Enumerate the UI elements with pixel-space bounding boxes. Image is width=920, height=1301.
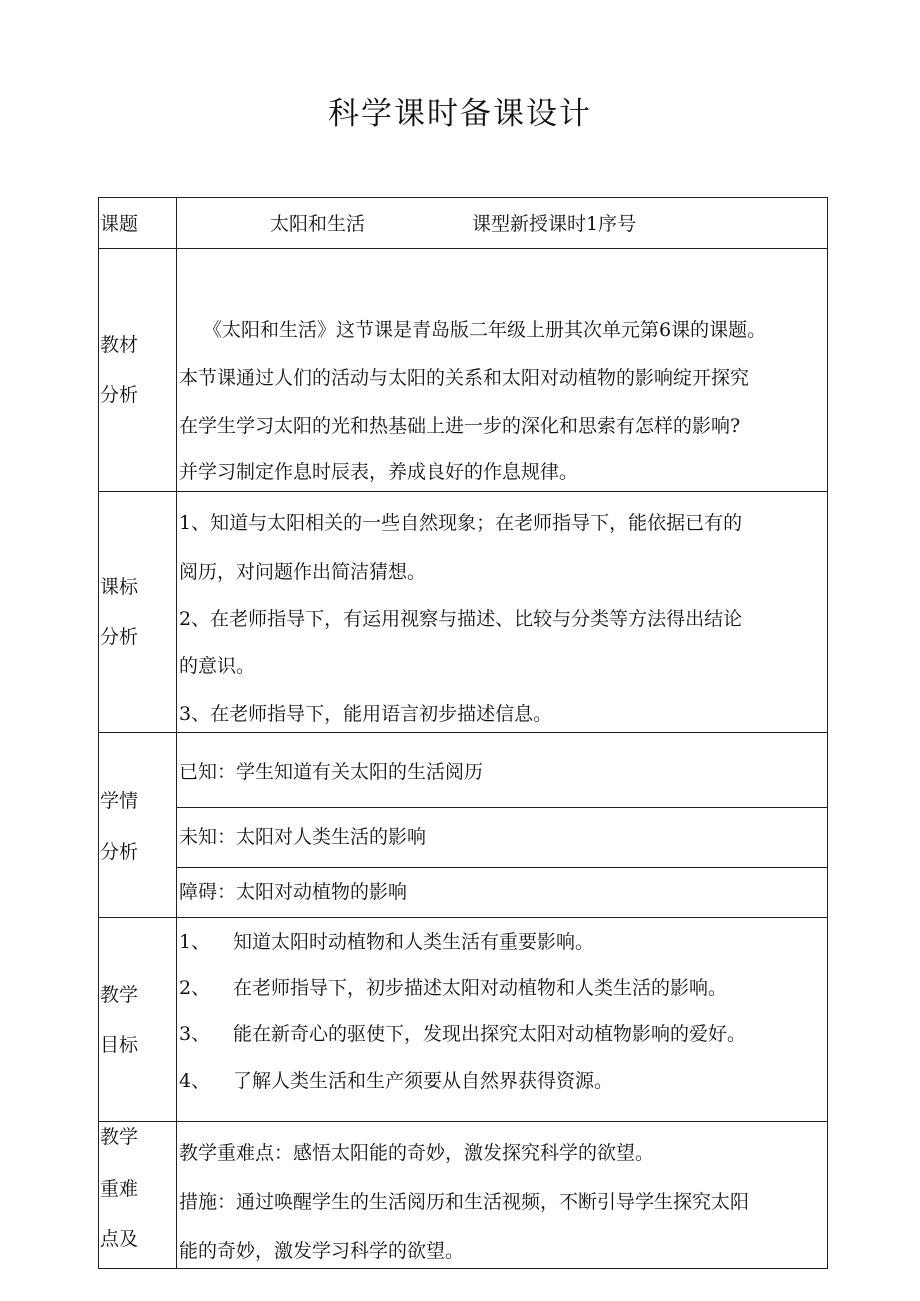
row-divider-unknown [176,867,828,868]
table-border-left [98,197,99,1269]
lesson-plan-table [98,197,828,1269]
student-obstacle: 障碍：太阳对动植物的影响 [179,881,408,903]
standard-line-1: 1、知道与太阳相关的一些自然现象；在老师指导下，能依据已有的 [179,512,743,534]
row-divider-material [98,491,828,492]
material-line-3: 在学生学习太阳的光和热基础上进一步的深化和思索有怎样的影响? [179,415,741,437]
objective-2-num: 2、 [179,977,211,999]
objectives-label-2: 目标 [100,1034,139,1056]
header-label: 课题 [100,213,139,235]
table-border-bottom [98,1268,828,1269]
material-label-1: 教材 [100,334,139,356]
standard-line-4: 的意识。 [179,655,256,677]
document-title: 科学课时备课设计 [328,96,592,132]
keypoints-label-3: 点及 [100,1228,139,1250]
standard-line-5: 3、在老师指导下，能用语言初步描述信息。 [179,703,553,725]
objective-3-num: 3、 [179,1023,211,1045]
student-label-2: 分析 [100,841,139,863]
lesson-title: 太阳和生活 [270,213,366,235]
keypoints-line-3: 能的奇妙，激发学习科学的欲望。 [179,1240,465,1262]
objectives-label-1: 教学 [100,984,139,1006]
student-unknown: 未知：太阳对人类生活的影响 [179,826,427,848]
objective-2-text: 在老师指导下，初步描述太阳对动植物和人类生活的影响。 [233,977,728,999]
objective-4-num: 4、 [179,1070,211,1092]
material-line-4: 并学习制定作息时辰表，养成良好的作息规律。 [179,461,579,483]
objective-1-text: 知道太阳时动植物和人类生活有重要影响。 [233,931,595,953]
row-divider-standard [98,732,828,733]
student-label-1: 学情 [100,790,139,812]
objective-4-text: 了解人类生活和生产须要从自然界获得资源。 [233,1070,614,1092]
row-divider-known [176,807,828,808]
standard-label-2: 分析 [100,626,139,648]
keypoints-line-2: 措施：通过唤醒学生的生活阅历和生活视频，不断引导学生探究太阳 [179,1191,750,1213]
keypoints-label-1: 教学 [100,1126,139,1148]
table-border-right [827,197,828,1269]
lesson-meta: 课型新授课时1序号 [472,213,637,235]
label-column-divider [176,197,177,1269]
standard-line-2: 阅历，对问题作出简洁猜想。 [179,561,427,583]
material-line-2: 本节课通过人们的活动与太阳的关系和太阳对动植物的影响绽开探究 [179,367,750,389]
material-line-1: 《太阳和生活》这节课是青岛版二年级上册其次单元第6课的课题。 [203,319,767,341]
material-label-2: 分析 [100,384,139,406]
row-divider-student [98,917,828,918]
student-known: 已知：学生知道有关太阳的生活阅历 [179,761,484,783]
objective-3-text: 能在新奇心的驱使下，发现出探究太阳对动植物影响的爱好。 [233,1023,747,1045]
standard-label-1: 课标 [100,576,139,598]
objective-1-num: 1、 [179,931,211,953]
table-border-top [98,197,828,198]
keypoints-line-1: 教学重难点：感悟太阳能的奇妙，激发探究科学的欲望。 [179,1142,655,1164]
keypoints-label-2: 重难 [100,1178,139,1200]
row-divider-objectives [98,1121,828,1122]
standard-line-3: 2、在老师指导下，有运用视察与描述、比较与分类等方法得出结论 [179,608,743,630]
row-divider-header [98,248,828,249]
